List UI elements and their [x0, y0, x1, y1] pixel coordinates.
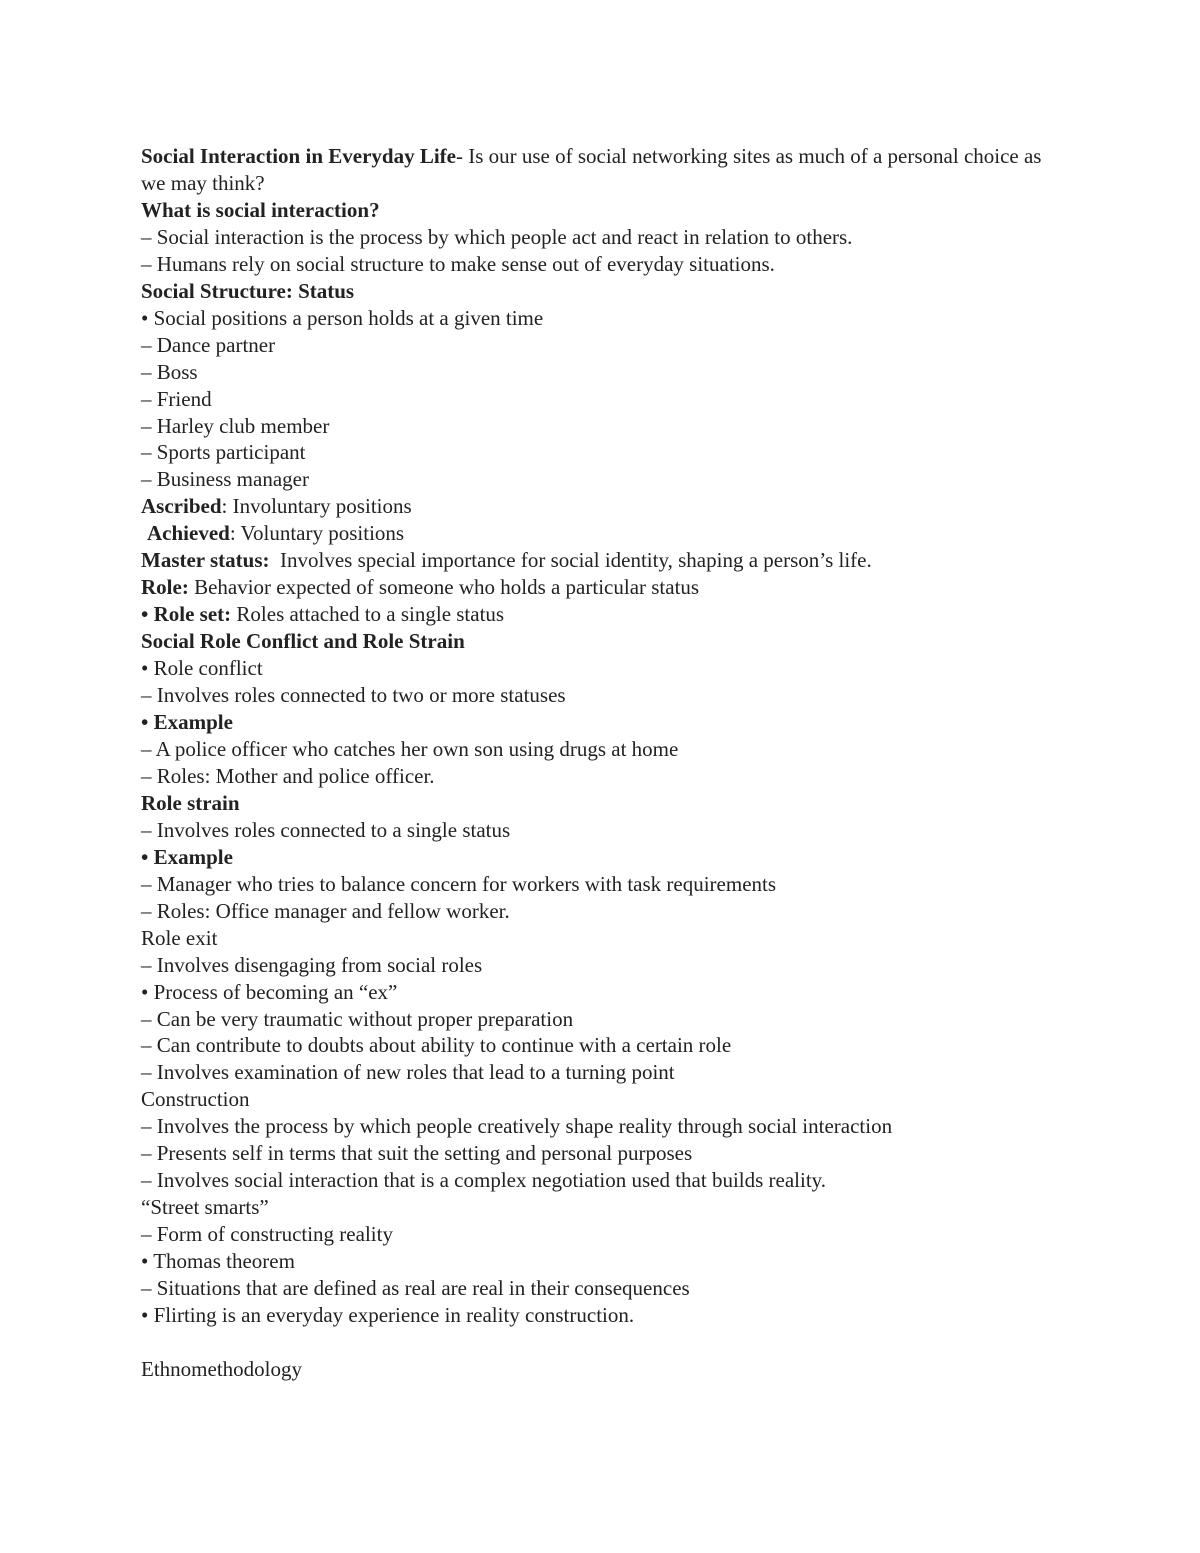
- list-item: – Can contribute to doubts about ability to continue with a certain role: [141, 1033, 732, 1058]
- term-label: Role:: [141, 575, 189, 600]
- section-heading-social-interaction: What is social interaction?: [141, 197, 380, 222]
- section-heading-role-exit: Role exit: [141, 925, 218, 950]
- list-item: – Form of constructing reality: [141, 1222, 393, 1247]
- definition-achieved: [141, 520, 1071, 547]
- list-item: – Presents self in terms that suit the setting and personal purposes: [141, 1141, 693, 1166]
- bullet-line: • Social positions a person holds at a given time: [141, 305, 544, 330]
- definition-ascribed: [141, 493, 1071, 520]
- intro-title: Social Interaction in Everyday Life: [141, 144, 456, 168]
- list-item: – Can be very traumatic without proper preparation: [141, 1006, 574, 1031]
- list-item: – Friend: [141, 386, 212, 411]
- example-label: • Example: [141, 844, 233, 869]
- term-label: Ascribed: [141, 494, 222, 519]
- text-line: – A police officer who catches her own son using drugs at home: [141, 736, 679, 761]
- term-label: Master status:: [141, 548, 270, 573]
- section-heading-role-conflict: Social Role Conflict and Role Strain: [141, 629, 465, 654]
- definition-master-status: [141, 547, 1071, 574]
- section-heading-role-strain: Role strain: [141, 790, 240, 815]
- intro-text: - Is our use of social networking sites as much of a personal choice as we may think?: [141, 144, 1047, 195]
- list-item: – Involves examination of new roles that lead to a turning point: [141, 1060, 675, 1085]
- section-heading-ethnomethodology: Ethnomethodology: [141, 1356, 302, 1381]
- text-line: – Involves roles connected to a single status: [141, 817, 511, 842]
- list-item: • Flirting is an everyday experience in reality construction.: [141, 1302, 635, 1327]
- text-line: – Manager who tries to balance concern for workers with task requirements: [141, 871, 777, 896]
- term-label: Achieved: [147, 521, 230, 546]
- text-line: – Roles: Office manager and fellow worker.: [141, 898, 510, 923]
- list-item: – Situations that are defined as real are real in their consequences: [141, 1276, 690, 1301]
- list-item: – Involves the process by which people creatively shape reality through social interaction: [141, 1114, 893, 1139]
- text-line: – Involves roles connected to two or more statuses: [141, 683, 566, 708]
- example-label: • Example: [141, 710, 233, 735]
- list-item: – Dance partner: [141, 332, 276, 357]
- list-item: • Thomas theorem: [141, 1249, 295, 1274]
- term-label: • Role set:: [141, 602, 232, 627]
- section-heading-status: Social Structure: Status: [141, 278, 355, 303]
- term-text: : Voluntary positions: [229, 521, 405, 546]
- term-text: : Involuntary positions: [221, 494, 412, 519]
- list-item: – Involves social interaction that is a complex negotiation used that builds reality.: [141, 1168, 827, 1193]
- bullet-line: • Role conflict: [141, 656, 263, 681]
- intro-paragraph: [141, 143, 1071, 197]
- term-text: Behavior expected of someone who holds a particular status: [188, 575, 700, 600]
- list-item: – Involves disengaging from social roles: [141, 952, 483, 977]
- list-item: – Boss: [141, 359, 198, 384]
- list-item: • Process of becoming an “ex”: [141, 979, 398, 1004]
- definition-role: [141, 574, 1071, 601]
- text-line: – Roles: Mother and police officer.: [141, 763, 435, 788]
- document-body: [141, 143, 1071, 1383]
- list-item: – Sports participant: [141, 440, 306, 465]
- section-heading-construction: Construction: [141, 1087, 250, 1112]
- text-line: – Social interaction is the process by which people act and react in relation to others.: [141, 224, 853, 249]
- list-item: – Business manager: [141, 467, 309, 492]
- blank-line: [141, 1329, 1071, 1356]
- text-line: – Humans rely on social structure to make sense out of everyday situations.: [141, 251, 775, 276]
- definition-role-set: [141, 601, 1071, 628]
- term-text: Roles attached to a single status: [231, 602, 505, 627]
- term-text: Involves special importance for social identity, shaping a person’s life.: [269, 548, 872, 573]
- section-heading-street-smarts: “Street smarts”: [141, 1195, 269, 1220]
- list-item: – Harley club member: [141, 413, 330, 438]
